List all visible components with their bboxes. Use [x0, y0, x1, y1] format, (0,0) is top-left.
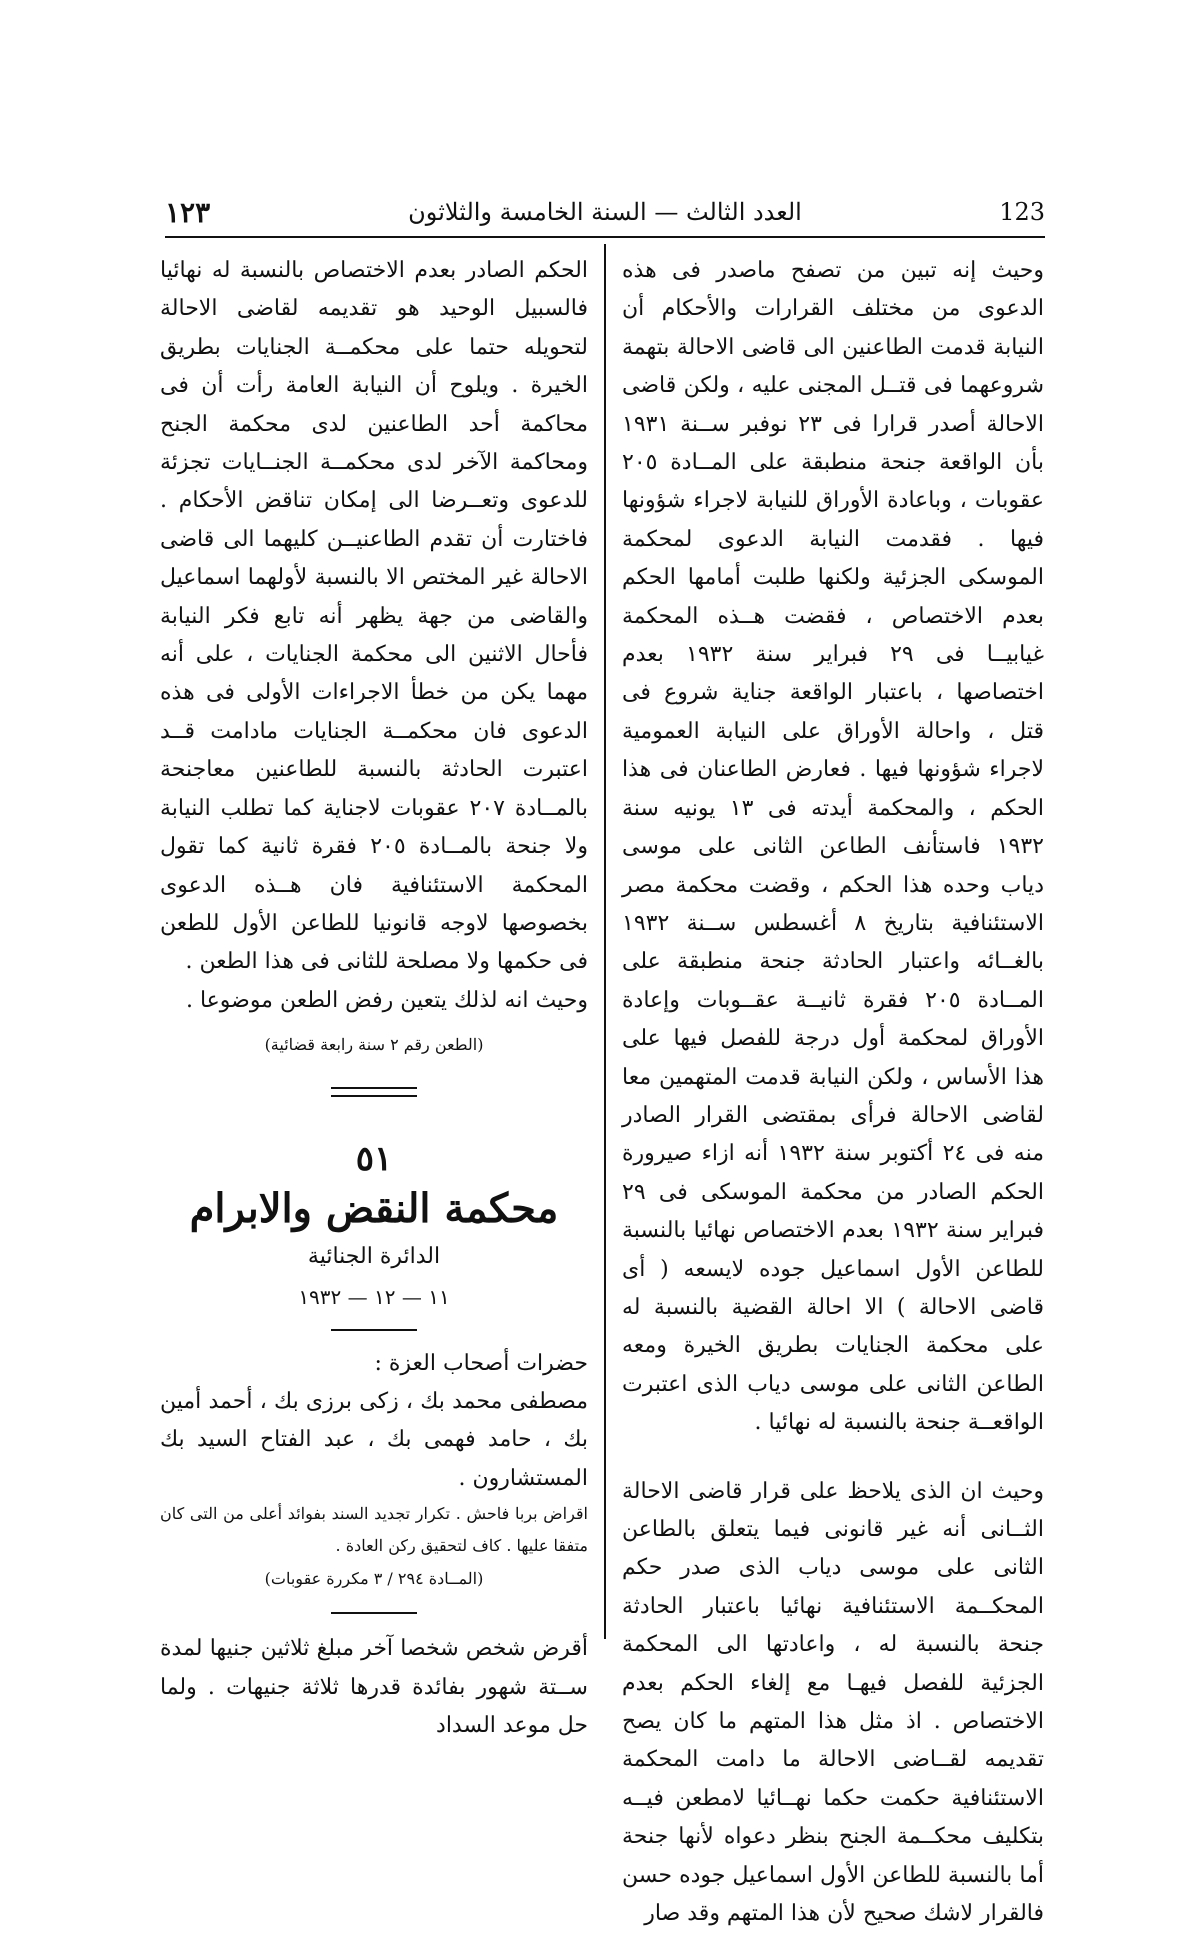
- running-title: العدد الثالث — السنة الخامسة والثلاثون: [408, 198, 802, 226]
- section-divider: [331, 1087, 417, 1097]
- decision-date: ١١ — ١٢ — ١٩٣٢: [298, 1284, 450, 1309]
- article-reference: (المــادة ٢٩٤ / ٣ مكررة عقوبات): [264, 1569, 484, 1589]
- body-paragraph: وحيث إنه تبين من تصفح ماصدر فى هذه الدعوى من مختلف القرارات والأحكام أن النيابة قدمت الطاعنين الى قاضى الاحالة بتهمة شروعهما فى قتــل المجنى عليه ، ولكن قاضى الاحالة أصدر قرارا فى ٢٣ نوفبر ســنة ١٩٣١ بأن الواقعة جنحة منطبقة على المــادة ٢٠٥ عقوبات ، وباعادة الأوراق للنيابة لاجراء شؤونها فيها . فقدمت النيابة الدعوى لمحكمة الموسكى الجزئية ولكنها طلبت أمامها الحكم بعدم الاختصاص ، فقضت هــذه المحكمة غيابيــا فى ٢٩ فبراير سنة ١٩٣٢ بعدم اختصاصها ، باعتبار الواقعة جناية شروع فى قتل ، واحالة الأوراق على النيابة العمومية لاجراء شؤونها فيها . فعارض الطاعنان فى هذا الحكم ، والمحكمة أيدته فى ١٣ يونيه سنة ١٩٣٢ فاستأنف الطاعن الثانى على موسى دياب وحده هذا الحكم ، وقضت محكمة مصر الاستئنافية بتاريخ ٨ أغسطس ســنة ١٩٣٢ بالغــائه واعتبار الحادثة جنحة منطبقة على المــادة ٢٠٥ فقرة ثانيــة عقــوبات وإعادة الأوراق لمحكمة أول درجة للفصل فيها على هذا الأساس ، ولكن النيابة قدمت المتهمين معا لقاضى الاحالة فرأى بمقتضى القرار الصادر منه فى ٢٤ أكتوبر سنة ١٩٣٢ أنه ازاء صيرورة الحكم الصادر من محكمة الموسكى فى ٢٩ فبراير سنة ١٩٣٢ بعدم الاختصاص نهائيا بالنسبة للطاعن الأول اسماعيل جوده لايسعه ( أى قاضى الاحالة ) الا احالة القضية بالنسبة له على محكمة الجنايات بطريق الخيرة ومعه الطاعن الثانى على موسى دياب الذى اعتبرت الواقعــة جنحة بالنسبة له نهائيا .: [622, 258, 1045, 1436]
- section-divider: [331, 1612, 417, 1614]
- body-paragraph: وحيث انه لذلك يتعين رفض الطعن موضوعا .: [185, 987, 588, 1013]
- header-rule: [165, 236, 1045, 238]
- right-column: [622, 252, 1044, 1933]
- body-paragraph: أقرض شخص شخصا آخر مبلغ ثلاثين جنيها لمدة ســتة شهور بفائدة قدرها ثلاثة جنيهات . ولما حل موعد السداد: [160, 1636, 588, 1738]
- section-divider: [331, 1329, 417, 1331]
- court-name: محكمة النقض والابرام: [189, 1184, 559, 1232]
- chamber-name: الدائرة الجنائية: [307, 1243, 441, 1269]
- case-citation: (الطعن رقم ٢ سنة رابعة قضائية): [264, 1035, 484, 1055]
- running-header: [165, 196, 1045, 236]
- judges-list: مصطفى محمد بك ، زكى برزى بك ، أحمد أمين بك ، حامد فهمى بك ، عبد الفتاح السيد بك المستشارون .: [160, 1388, 588, 1491]
- page-number-latin: 123: [999, 198, 1045, 226]
- legal-summary: اقراض بربا فاحش . تكرار تجديد السند بفوائد أعلى من التى كان متفقا عليها . كاف لتحقيق ركن العادة .: [160, 1504, 588, 1556]
- decision-number: ٥١: [355, 1138, 393, 1179]
- page-number-arabic: ١٢٣: [165, 196, 211, 229]
- attendees-heading: حضرات أصحاب العزة :: [374, 1350, 588, 1376]
- column-divider: [604, 244, 606, 1639]
- left-column: [160, 252, 588, 1745]
- body-paragraph: وحيث ان الذى يلاحظ على قرار قاضى الاحالة الثــانى أنه غير قانونى فيما يتعلق بالطاعن الثانى على موسى دياب الذى صدر حكم المحكــمة الاستئنافية نهائيا باعتبار الحادثة جنحة بالنسبة له ، واعادتها الى المحكمة الجزئية للفصل فيهـا مع إلغاء الحكم بعدم الاختصاص . اذ مثل هذا المتهم ما كان يصح تقديمه لقــاضى الاحالة ما دامت المحكمة الاستئنافية حكمت حكما نهــائيا لامطعن فيــه بتكليف محكــمة الجنح بنظر دعواه لأنها جنحة أما بالنسبة للطاعن الأول اسماعيل جوده حسن فالقرار لاشك صحيح لأن هذا المتهم وقد صار: [622, 1478, 1044, 1927]
- body-paragraph: الحكم الصادر بعدم الاختصاص بالنسبة له نهائيا فالسبيل الوحيد هو تقديمه لقاضى الاحالة لتحويله حتما على محكمــة الجنايات بطريق الخيرة . ويلوح أن النيابة العامة رأت أن فى محاكمة أحد الطاعنين لدى محكمة الجنح ومحاكمة الآخر لدى محكمــة الجنــايات تجزئة للدعوى وتعــرضا الى إمكان تناقض الأحكام . فاختارت أن تقدم الطاعنيــن كليهما الى قاضى الاحالة غير المختص الا بالنسبة لأولهما اسماعيل والقاضى من جهة يظهر أنه تابع فكر النيابة فأحال الاثنين الى محكمة الجنايات ، على أنه مهما يكن من خطأ الاجراءات الأولى فى هذه الدعوى فان محكمــة الجنايات مادامت قــد اعتبرت الحادثة بالنسبة للطاعنين معاجنحة بالمــادة ٢٠٧ عقوبات لاجناية كما تطلب النيابة ولا جنحة بالمــادة ٢٠٥ فقرة ثانية كما تقول المحكمة الاستئنافية فان هــذه الدعوى بخصوصها لاوجه قانونيا للطاعن الأول للطعن فى حكمها ولا مصلحة للثانى فى هذا الطعن .: [160, 258, 588, 975]
